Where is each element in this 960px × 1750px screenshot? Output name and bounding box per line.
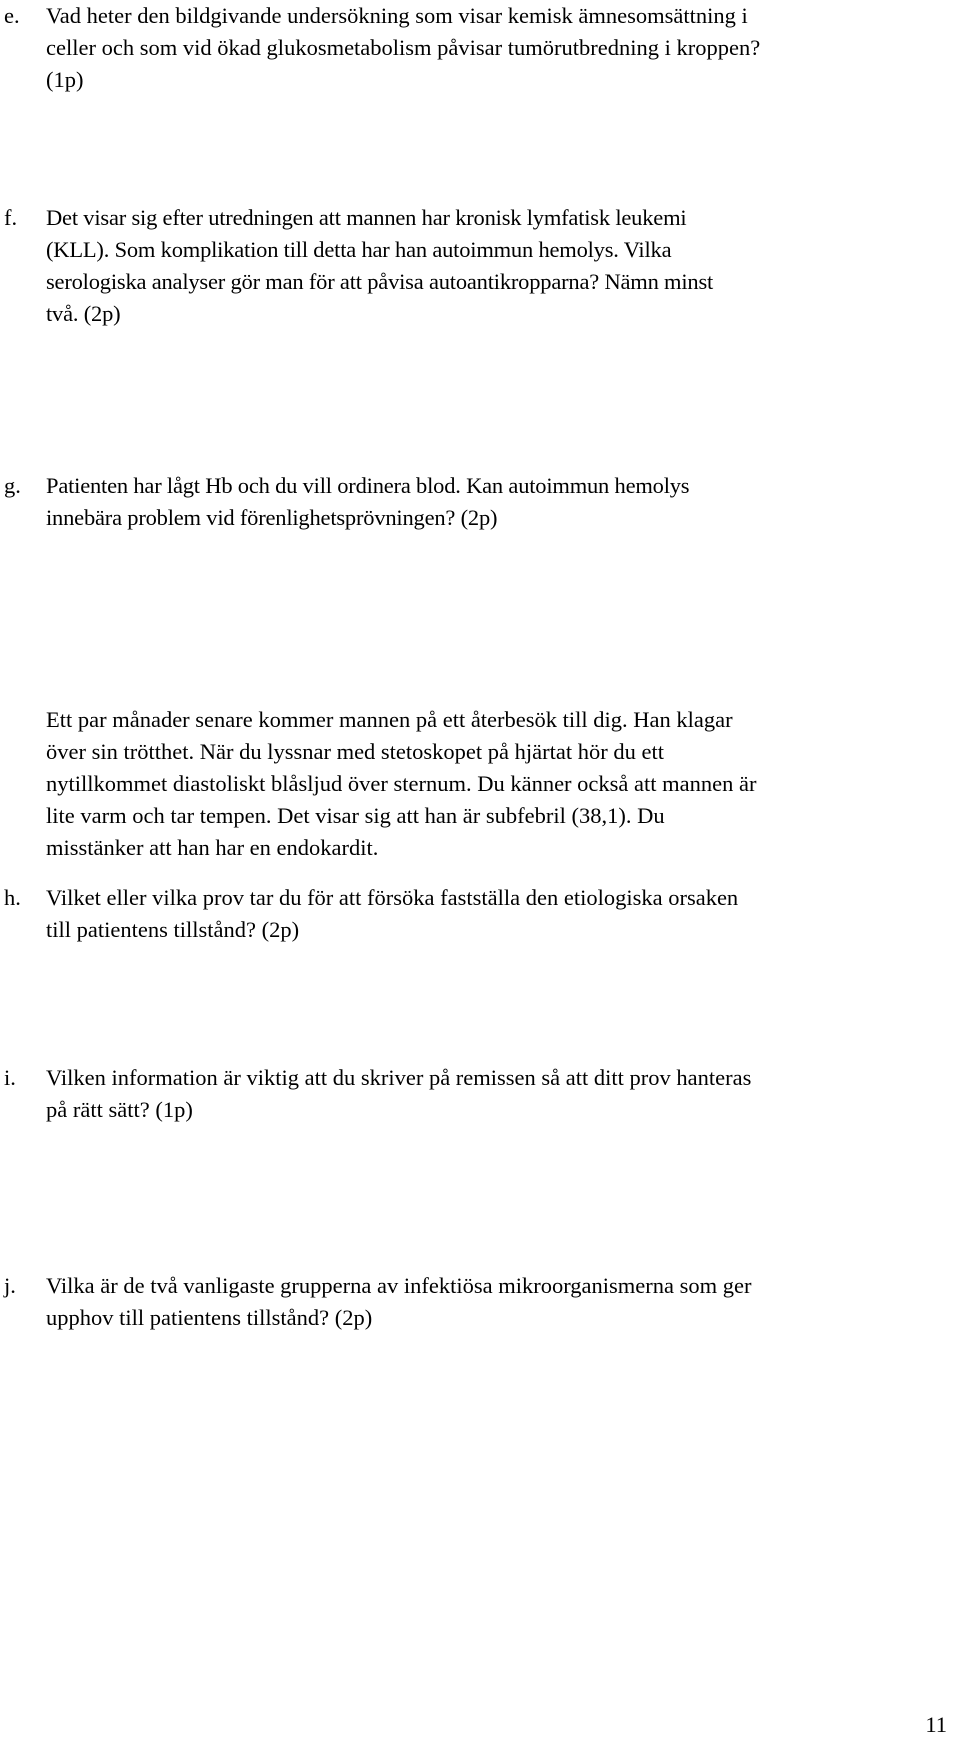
question-h-line: till patientens tillstånd? (2p)	[46, 917, 300, 942]
question-h-line: Vilket eller vilka prov tar du för att försöka fastställa den etiologiska orsaken	[46, 885, 739, 910]
question-f-text	[46, 202, 946, 330]
question-e-line: (1p)	[46, 67, 84, 92]
question-g-line: innebära problem vid förenlighetsprövningen? (2p)	[46, 505, 498, 530]
question-g-letter: g.	[4, 473, 21, 498]
question-g-text	[46, 470, 946, 534]
case-paragraph-line: nytillkommet diastoliskt blåsljud över sternum. Du känner också att mannen är	[46, 771, 757, 796]
question-g-line: Patienten har lågt Hb och du vill ordinera blod. Kan autoimmun hemolys	[46, 473, 690, 498]
question-f-line: serologiska analyser gör man för att påvisa autoantikropparna? Nämn minst	[46, 269, 714, 294]
question-h-letter: h.	[4, 885, 21, 910]
question-f-letter: f.	[4, 205, 18, 230]
case-paragraph-line: misstänker att han har en endokardit.	[46, 835, 379, 860]
question-i-line: Vilken information är viktig att du skriver på remissen så att ditt prov hanteras	[46, 1065, 752, 1090]
case-paragraph-line: Ett par månader senare kommer mannen på ett återbesök till dig. Han klagar	[46, 707, 733, 732]
question-h-text	[46, 882, 946, 946]
page-number: 11	[925, 1712, 947, 1737]
question-e-text	[46, 0, 946, 96]
question-j-text	[46, 1270, 946, 1334]
question-i-text	[46, 1062, 946, 1126]
question-i-letter: i.	[4, 1065, 16, 1090]
question-e-letter: e.	[4, 3, 20, 28]
question-f-line: (KLL). Som komplikation till detta har han autoimmun hemolys. Vilka	[46, 237, 672, 262]
question-f-line: två. (2p)	[46, 301, 121, 326]
question-e-line: celler och som vid ökad glukosmetabolism påvisar tumörutbredning i kroppen?	[46, 35, 761, 60]
question-f-line: Det visar sig efter utredningen att mannen har kronisk lymfatisk leukemi	[46, 205, 687, 230]
question-j-line: Vilka är de två vanligaste grupperna av infektiösa mikroorganismerna som ger	[46, 1273, 752, 1298]
question-i-line: på rätt sätt? (1p)	[46, 1097, 193, 1122]
question-e-line: Vad heter den bildgivande undersökning som visar kemisk ämnesomsättning i	[46, 3, 748, 28]
case-paragraph-line: lite varm och tar tempen. Det visar sig att han är subfebril (38,1). Du	[46, 803, 665, 828]
question-j-line: upphov till patientens tillstånd? (2p)	[46, 1305, 373, 1330]
question-j-letter: j.	[4, 1273, 16, 1298]
case-paragraph	[46, 704, 946, 864]
case-paragraph-line: över sin trötthet. När du lyssnar med stetoskopet på hjärtat hör du ett	[46, 739, 664, 764]
